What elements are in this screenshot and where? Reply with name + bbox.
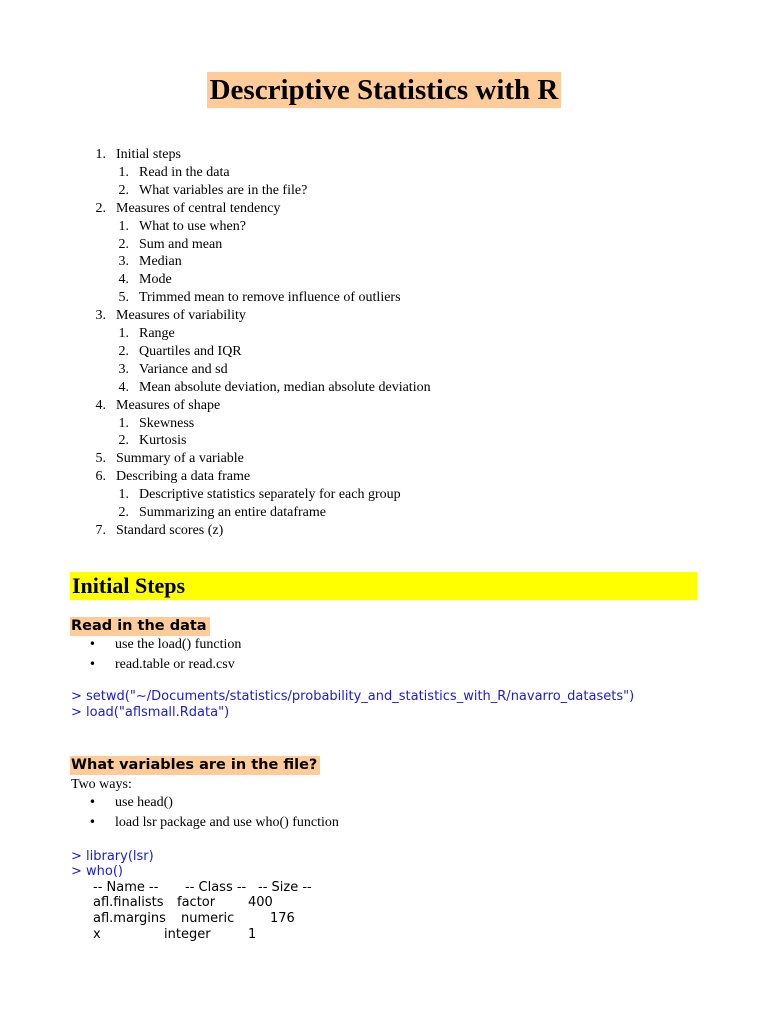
toc-item-label: Describing a data frame [116, 469, 251, 484]
toc-item [80, 307, 246, 325]
toc-item [80, 450, 244, 468]
toc-item [80, 468, 250, 486]
bullet-icon: • [88, 657, 96, 671]
toc-item-number: 6. [95, 469, 106, 484]
toc-subitem-label: Summarizing an entire dataframe [139, 505, 326, 520]
toc-subitem-number: 3. [118, 254, 129, 269]
toc-item-label: Measures of shape [116, 398, 221, 413]
toc-subitem [103, 504, 326, 522]
toc-subitem [103, 343, 242, 361]
toc-subitem-label: What variables are in the file? [139, 183, 308, 198]
toc-subitem [103, 486, 401, 504]
column-header-class: -- Class -- [185, 880, 247, 895]
list-item: • load lsr package and use who() function [70, 812, 339, 832]
subheading-read-in-data: Read in the data [70, 617, 210, 636]
toc-subitem [103, 253, 182, 271]
toc-item-label: Standard scores (z) [116, 523, 224, 538]
toc-subitem [103, 415, 194, 433]
intro-text: Two ways: [71, 777, 132, 792]
list-item: • read.table or read.csv [70, 654, 235, 674]
code-load: > load("aflsmall.Rdata") [71, 705, 230, 720]
cell-name: afl.finalists [93, 895, 164, 910]
toc-subitem [103, 325, 175, 343]
toc-subitem [103, 271, 172, 289]
toc-subitem-number: 1. [118, 326, 129, 341]
toc-subitem-number: 1. [118, 219, 129, 234]
toc-item-number: 7. [95, 523, 106, 538]
cell-size: 400 [248, 895, 273, 910]
toc-subitem-number: 2. [118, 433, 129, 448]
toc-item [80, 522, 223, 540]
cell-name: afl.margins [93, 911, 166, 926]
toc-subitem-number: 1. [118, 165, 129, 180]
cell-size: 1 [248, 927, 257, 942]
toc-subitem-number: 4. [118, 272, 129, 287]
toc-subitem-label: Read in the data [139, 165, 230, 180]
section-heading-initial-steps: Initial Steps [70, 572, 697, 600]
toc-subitem-number: 2. [118, 505, 129, 520]
toc-subitem-label: Range [139, 326, 175, 341]
column-header-size: -- Size -- [258, 880, 312, 895]
toc-subitem-number: 5. [118, 290, 129, 305]
toc-item [80, 146, 181, 164]
toc-subitem-label: Variance and sd [139, 362, 228, 377]
cell-name: x [93, 927, 101, 942]
toc-subitem-label: Mode [139, 272, 172, 287]
document-title: Descriptive Statistics with R [207, 72, 562, 108]
list-item: • use the load() function [70, 634, 241, 654]
toc-item-number: 1. [95, 147, 106, 162]
toc-subitem-number: 3. [118, 362, 129, 377]
column-header-name: -- Name -- [93, 880, 159, 895]
toc-subitem-label: Descriptive statistics separately for each group [139, 487, 401, 502]
toc-subitem [103, 164, 230, 182]
list-item: • use head() [70, 792, 173, 812]
toc-item-label: Measures of variability [116, 308, 246, 323]
subheading-what-variables: What variables are in the file? [70, 756, 320, 775]
toc-subitem-number: 2. [118, 237, 129, 252]
toc-subitem [103, 289, 401, 307]
toc-item [80, 397, 220, 415]
toc-subitem-number: 2. [118, 344, 129, 359]
toc-subitem-label: Skewness [139, 416, 195, 431]
code-library-lsr: > library(lsr) [71, 849, 154, 864]
toc-item-label: Initial steps [116, 147, 181, 162]
toc-item-number: 4. [95, 398, 106, 413]
toc-item [80, 200, 280, 218]
toc-subitem [103, 182, 307, 200]
code-who: > who() [71, 864, 123, 879]
cell-class: factor [177, 895, 216, 910]
bullet-icon: • [88, 795, 96, 809]
toc-subitem-label: Median [139, 254, 182, 269]
toc-subitem [103, 379, 431, 397]
toc-item-number: 3. [95, 308, 106, 323]
toc-subitem-number: 4. [118, 380, 129, 395]
toc-item-number: 5. [95, 451, 106, 466]
cell-class: integer [164, 927, 211, 942]
toc-subitem [103, 218, 246, 236]
document-title-wrap [0, 72, 768, 108]
toc-subitem-number: 2. [118, 183, 129, 198]
toc-subitem-label: What to use when? [139, 219, 246, 234]
toc-subitem-label: Mean absolute deviation, median absolute deviation [139, 380, 431, 395]
toc-subitem-label: Quartiles and IQR [139, 344, 242, 359]
toc-item-label: Measures of central tendency [116, 201, 281, 216]
toc-item-label: Summary of a variable [116, 451, 244, 466]
toc-subitem [103, 361, 228, 379]
toc-item-number: 2. [95, 201, 106, 216]
toc-subitem [103, 432, 186, 450]
toc-subitem-label: Trimmed mean to remove influence of outliers [139, 290, 401, 305]
toc-subitem-label: Kurtosis [139, 433, 187, 448]
bullet-icon: • [88, 637, 96, 651]
toc-subitem [103, 236, 222, 254]
bullet-icon: • [88, 815, 96, 829]
toc-subitem-number: 1. [118, 416, 129, 431]
toc-subitem-number: 1. [118, 487, 129, 502]
code-setwd: > setwd("~/Documents/statistics/probability_and_statistics_with_R/navarro_datasets") [71, 689, 635, 704]
cell-size: 176 [270, 911, 295, 926]
cell-class: numeric [181, 911, 235, 926]
toc-subitem-label: Sum and mean [139, 237, 223, 252]
